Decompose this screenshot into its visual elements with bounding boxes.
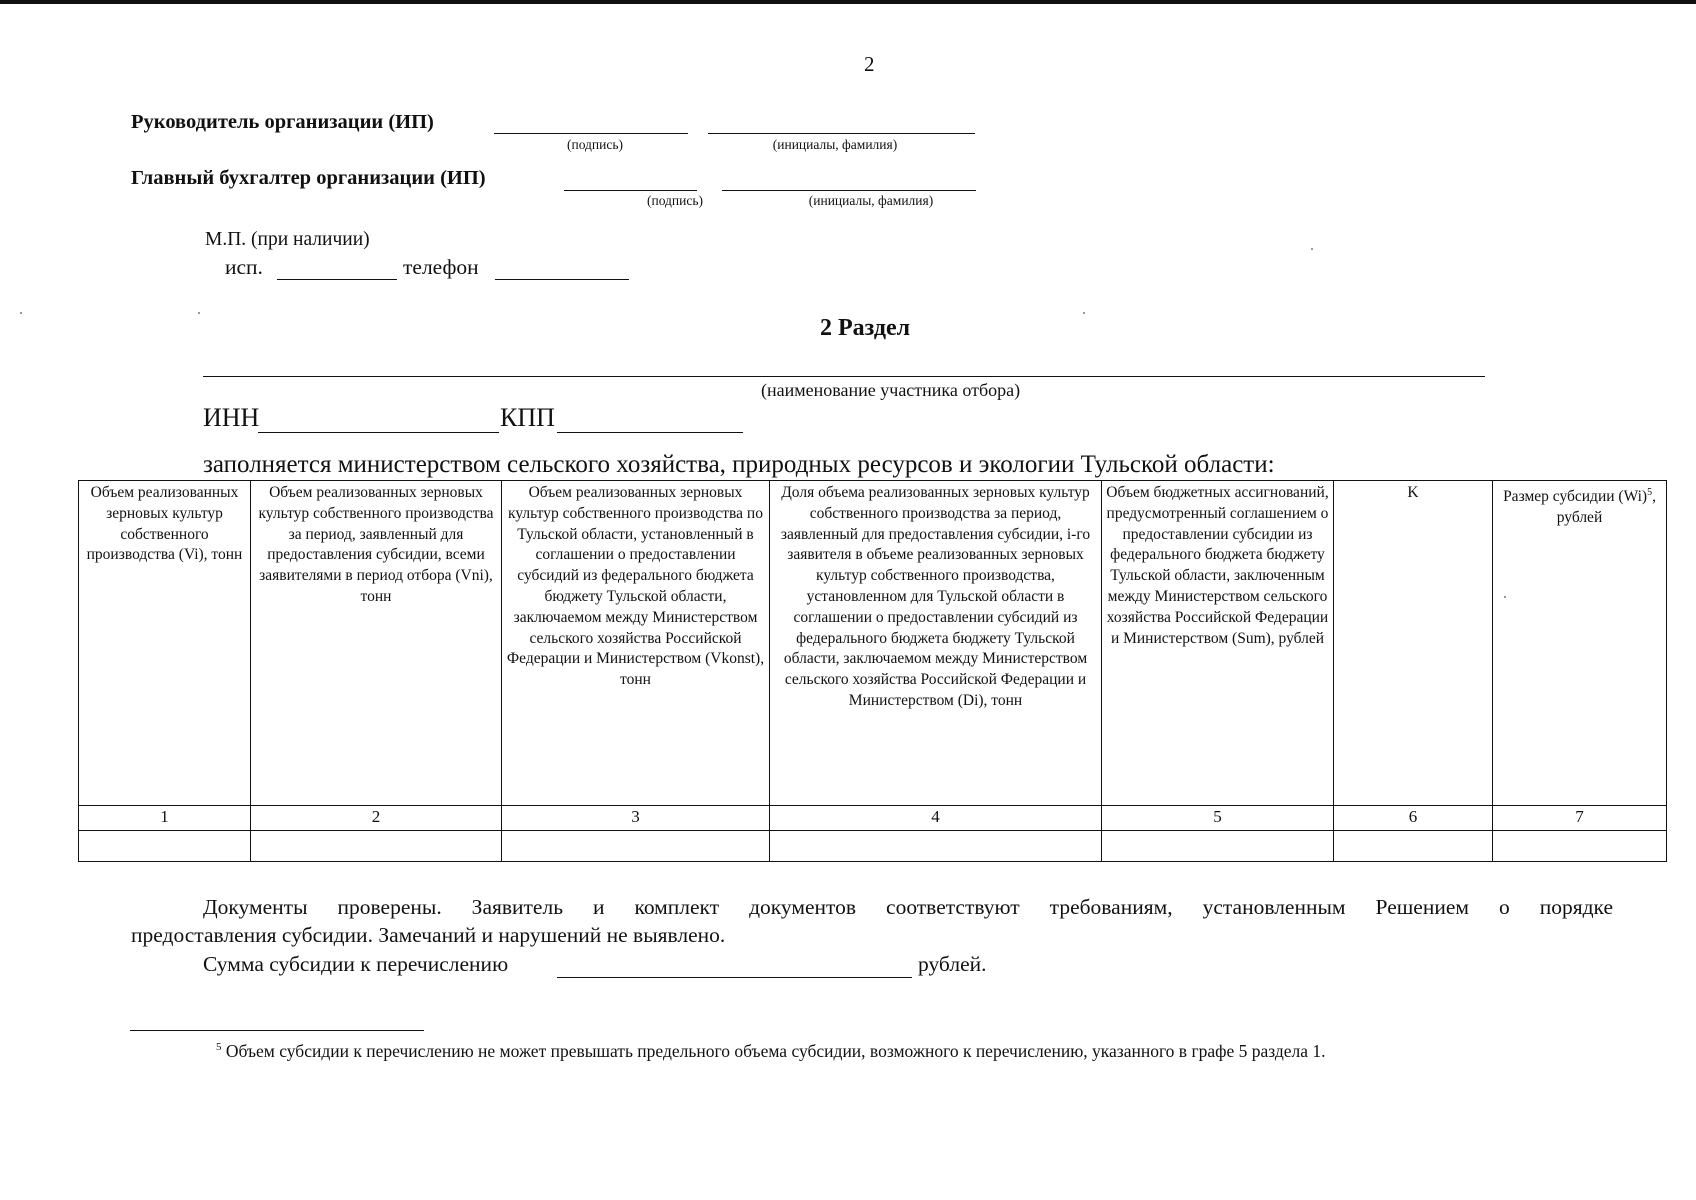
footnote-mark: 5 [216, 1041, 222, 1054]
value-cell-7[interactable] [1493, 831, 1667, 862]
header-cell-6: K [1334, 481, 1493, 806]
header-cell-3: Объем реализованных зерновых культур собственного производства по Тульской области, установленный в соглашении о предоставлении субсидий из федерального бюджета бюджету Тульской области, заключаемом между Министерством сельского хозяйства Российской Федерации и Министерством (Vkonst), тонн [502, 481, 770, 806]
participant-caption: (наименование участника отбора) [761, 380, 1021, 400]
accountant-signature-line[interactable] [564, 168, 697, 191]
head-name-caption: (инициалы, фамилия) [772, 137, 898, 152]
subsidy-calculation-table [78, 480, 1667, 862]
head-sign-caption: (подпись) [566, 137, 624, 152]
stamp-note: М.П. (при наличии) [205, 229, 370, 250]
column-number-6: 6 [1334, 806, 1493, 831]
subsidy-sum-label: Сумма субсидии к перечислению [203, 952, 509, 976]
head-signature-label: Руководитель организации (ИП) [131, 111, 434, 133]
accountant-name-line[interactable] [722, 168, 976, 191]
scan-speck [1504, 596, 1506, 598]
value-cell-6[interactable] [1334, 831, 1493, 862]
value-cell-5[interactable] [1102, 831, 1334, 862]
column-number-1: 1 [79, 806, 251, 831]
fill-note: заполняется министерством сельского хозяйства, природных ресурсов и экологии Тульской области: [203, 451, 1275, 478]
header-cell-5: Объем бюджетных ассигнований, предусмотренный соглашением о предоставлении субсидии из федерального бюджета бюджету Тульской области, заключенным между Министерством сельского хозяйства Российской Федерации и Министерством (Sum), рублей [1102, 481, 1334, 806]
header-cell-1: Объем реализованных зерновых культур собственного производства (Vi), тонн [79, 481, 251, 806]
value-cell-3[interactable] [502, 831, 770, 862]
accountant-name-caption: (инициалы, фамилия) [808, 193, 934, 208]
verification-line-2: предоставления субсидии. Замечаний и нарушений не выявлено. [131, 923, 726, 947]
value-cell-2[interactable] [251, 831, 502, 862]
section-title: 2 Раздел [820, 315, 911, 341]
scan-speck [1311, 248, 1313, 250]
accountant-sign-caption: (подпись) [646, 193, 704, 208]
page-top-border [0, 0, 1696, 4]
column-number-row [79, 806, 1667, 831]
value-cell-1[interactable] [79, 831, 251, 862]
executor-label: исп. [225, 255, 263, 279]
footnote-separator [130, 1016, 424, 1031]
header-7-prefix: Размер субсидии (Wi) [1503, 488, 1648, 506]
inn-label: ИНН [203, 403, 260, 432]
verification-line-1: Документы проверены. Заявитель и комплект документов соответствуют требованиям, установленным Решением о порядке [203, 895, 1613, 919]
head-name-line[interactable] [708, 110, 975, 134]
column-number-2: 2 [251, 806, 502, 831]
column-number-4: 4 [770, 806, 1102, 831]
inn-line[interactable] [258, 406, 499, 433]
subsidy-sum-currency: рублей. [918, 952, 987, 976]
kpp-label: КПП [500, 403, 555, 432]
accountant-signature-label: Главный бухгалтер организации (ИП) [131, 167, 486, 189]
header-cell-2: Объем реализованных зерновых культур собственного производства за период, заявленный для предоставления субсидии, всеми заявителями в период отбора (Vni), тонн [251, 481, 502, 806]
column-number-5: 5 [1102, 806, 1334, 831]
phone-line[interactable] [495, 257, 629, 280]
scan-speck [198, 312, 200, 314]
kpp-line[interactable] [557, 406, 743, 433]
scan-speck [1083, 312, 1085, 314]
header-cell-7 [1493, 481, 1667, 806]
scan-speck [20, 312, 22, 314]
participant-name-line[interactable] [203, 352, 1485, 377]
footnote-text: Объем субсидии к перечислению не может превышать предельного объема субсидии, возможного к перечислению, указанного в графе 5 раздела 1. [225, 1041, 1326, 1061]
head-signature-line[interactable] [494, 110, 688, 134]
value-cell-4[interactable] [770, 831, 1102, 862]
header-cell-4: Доля объема реализованных зерновых культур собственного производства за период, заявленный для предоставления субсидии, i-го заявителя в объеме реализованных зерновых культур собственного производства, установленном для Тульской области в соглашении о предоставлении субсидий из федерального бюджета бюджету Тульской области, заключаемом между Министерством сельского хозяйства Российской Федерации и Министерством (Di), тонн [770, 481, 1102, 806]
column-number-3: 3 [502, 806, 770, 831]
footnote [216, 1041, 1326, 1062]
footnote-ref-5: 5 [1647, 487, 1653, 498]
page-number: 2 [864, 52, 875, 76]
column-number-7: 7 [1493, 806, 1667, 831]
subsidy-sum-line[interactable] [557, 953, 912, 978]
executor-line[interactable] [277, 257, 397, 280]
header-7-suffix: , рублей [1556, 488, 1656, 526]
table-row [79, 831, 1667, 862]
table-header-row [79, 481, 1667, 806]
phone-label: телефон [403, 255, 479, 279]
